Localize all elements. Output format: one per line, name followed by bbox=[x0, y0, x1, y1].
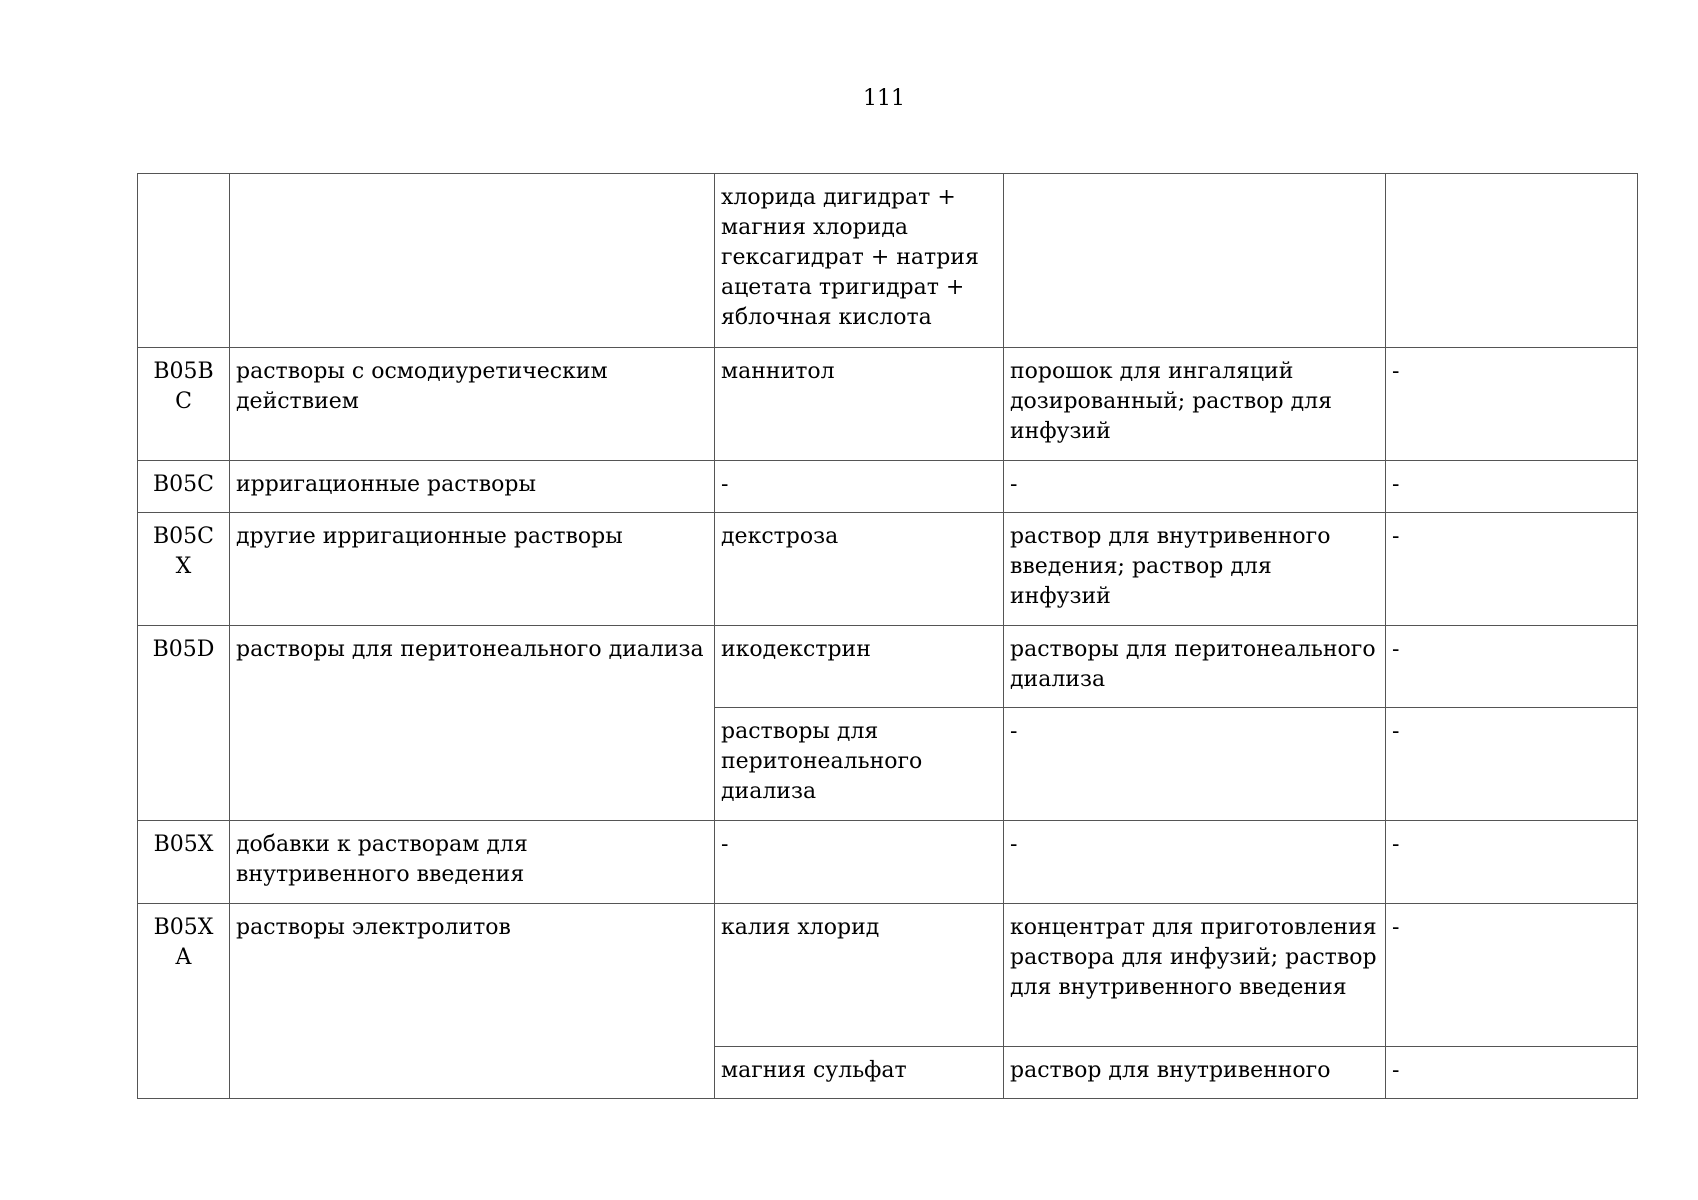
note-cell: - bbox=[1386, 708, 1638, 821]
group-name-cell bbox=[230, 174, 715, 348]
dosage-form-cell: растворы для перитонеального диализа bbox=[1004, 626, 1386, 708]
substance-cell: калия хлорид bbox=[715, 904, 1004, 1047]
table-row bbox=[138, 174, 1638, 348]
dosage-form-cell: концентрат для приготовления раствора для инфузий; раствор для внутривенного введения bbox=[1004, 904, 1386, 1047]
group-name-cell: растворы электролитов bbox=[230, 904, 715, 1099]
dosage-form-cell bbox=[1004, 174, 1386, 348]
dosage-form-cell: раствор для внутривенного bbox=[1004, 1047, 1386, 1099]
note-cell: - bbox=[1386, 626, 1638, 708]
table-row bbox=[138, 626, 1638, 708]
dosage-form-line: порошок для ингаляций дозированный; раствор для инфузий bbox=[1010, 359, 1332, 444]
substance-cell: растворы для перитонеального диализа bbox=[715, 708, 1004, 821]
dosage-form-cell bbox=[1004, 348, 1386, 461]
note-cell: - bbox=[1386, 513, 1638, 626]
table-row bbox=[138, 461, 1638, 513]
table-row bbox=[138, 348, 1638, 461]
note-cell: - bbox=[1386, 461, 1638, 513]
substance-cell: икодекстрин bbox=[715, 626, 1004, 708]
atc-code-cell: B05X A bbox=[138, 904, 230, 1099]
substance-cell: маннитол bbox=[715, 348, 1004, 461]
note-cell: - bbox=[1386, 1047, 1638, 1099]
medication-table bbox=[137, 173, 1638, 1099]
dosage-form-cell: - bbox=[1004, 708, 1386, 821]
group-name-cell: другие ирригационные растворы bbox=[230, 513, 715, 626]
dosage-form-cell: раствор для внутривенного введения; раствор для инфузий bbox=[1004, 513, 1386, 626]
group-name-cell: растворы для перитонеального диализа bbox=[230, 626, 715, 821]
group-name-cell: растворы с осмодиуретическим действием bbox=[230, 348, 715, 461]
atc-code-cell: B05X bbox=[138, 821, 230, 904]
group-name-cell: ирригационные растворы bbox=[230, 461, 715, 513]
group-name-cell: добавки к растворам для внутривенного введения bbox=[230, 821, 715, 904]
table-row bbox=[138, 513, 1638, 626]
note-cell bbox=[1386, 174, 1638, 348]
substance-cell: магния сульфат bbox=[715, 1047, 1004, 1099]
note-cell: - bbox=[1386, 904, 1638, 1047]
page-number: 111 bbox=[863, 86, 905, 111]
note-cell: - bbox=[1386, 821, 1638, 904]
atc-code-cell: B05C X bbox=[138, 513, 230, 626]
substance-cell: декстроза bbox=[715, 513, 1004, 626]
substance-cell: - bbox=[715, 821, 1004, 904]
note-cell: - bbox=[1386, 348, 1638, 461]
atc-code-cell bbox=[138, 174, 230, 348]
substance-cell: - bbox=[715, 461, 1004, 513]
table-row bbox=[138, 904, 1638, 1047]
atc-code-cell: B05B C bbox=[138, 348, 230, 461]
dosage-form-cell: - bbox=[1004, 461, 1386, 513]
table-row bbox=[138, 821, 1638, 904]
atc-code-cell: B05D bbox=[138, 626, 230, 821]
atc-code-cell: B05C bbox=[138, 461, 230, 513]
dosage-form-cell: - bbox=[1004, 821, 1386, 904]
substance-cell: хлорида дигидрат + магния хлорида гексагидрат + натрия ацетата тригидрат + яблочная кислота bbox=[715, 174, 1004, 348]
